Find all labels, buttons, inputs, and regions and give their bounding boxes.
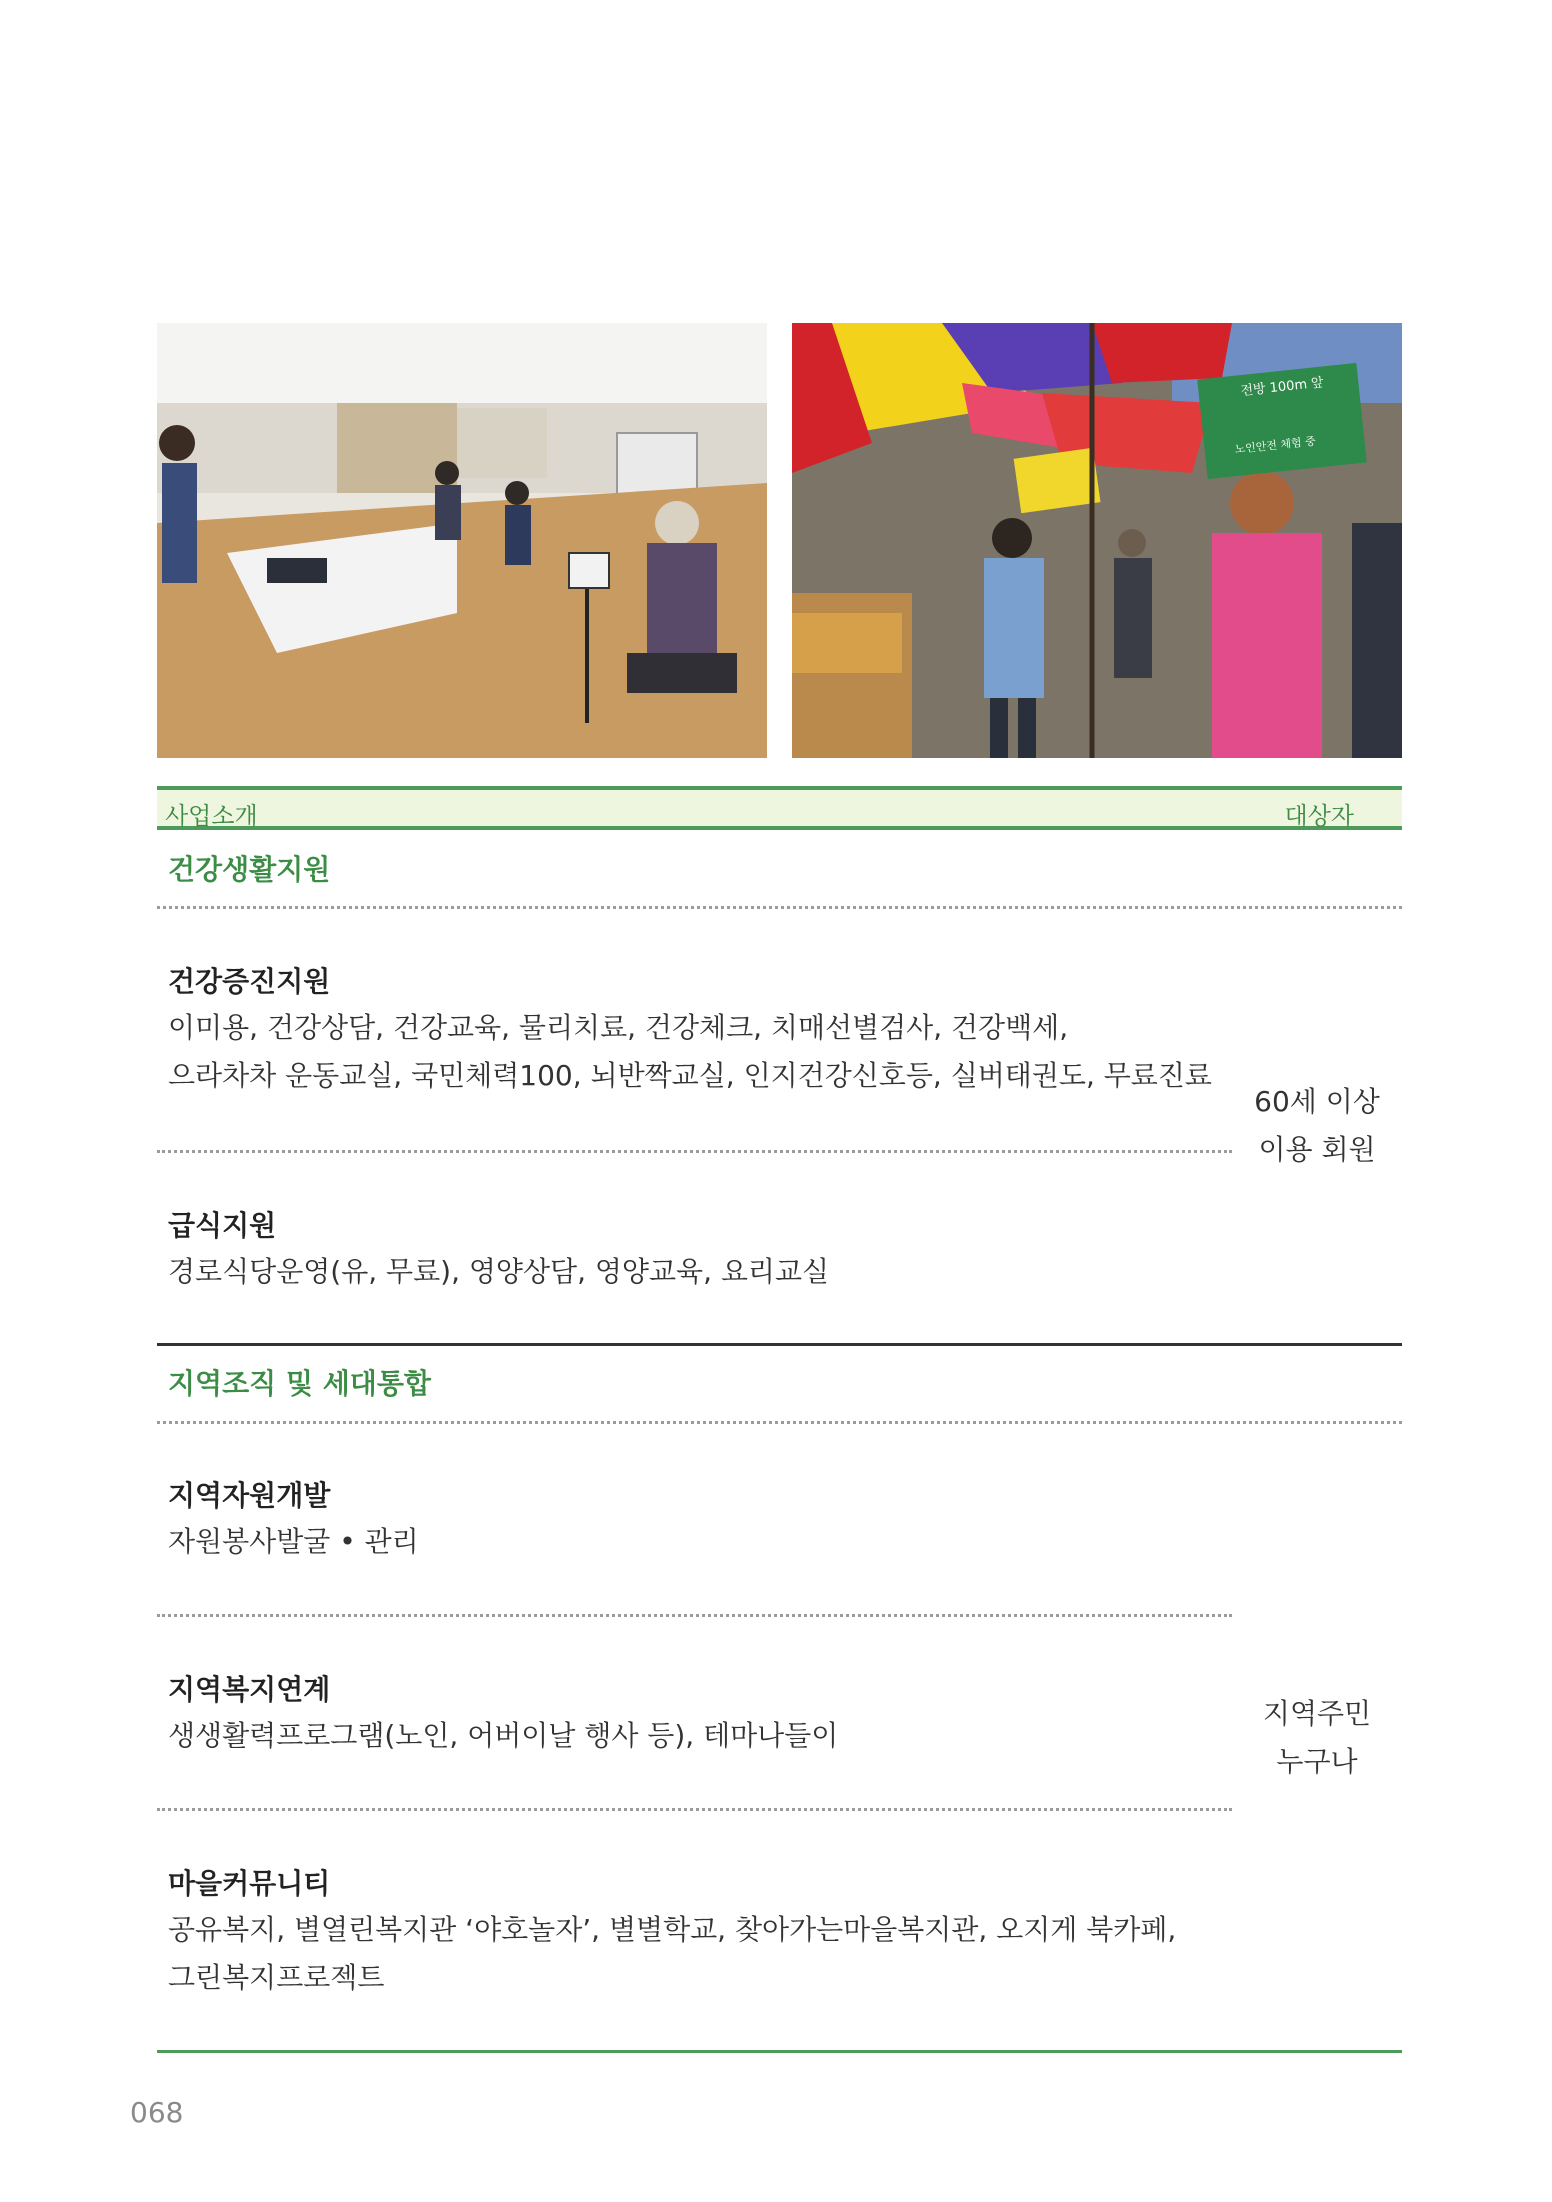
target-community	[1207, 1690, 1427, 1786]
header-target-label: 대상자	[1284, 802, 1354, 830]
target-health	[1207, 1078, 1427, 1174]
page-number: 068	[130, 2096, 184, 2129]
item-title-village-community: 마을커뮤니티	[168, 1867, 331, 1900]
item-desc-village-community-line1: 공유복지, 별열린복지관 ‘야호놀자’, 별별학교, 찾아가는마을복지관, 오지게 북카페,	[168, 1913, 1177, 1946]
item-desc-resource-development: 자원봉사발굴 • 관리	[168, 1525, 419, 1558]
item-desc-village-community-line2: 그린복지프로젝트	[168, 1961, 385, 1994]
table-header	[157, 786, 1402, 830]
photo-market-street	[792, 323, 1402, 758]
dotted-divider	[157, 1614, 1232, 1617]
dotted-divider	[157, 1421, 1402, 1424]
target-health-line2: 이용 회원	[1258, 1133, 1376, 1166]
section-divider	[157, 1343, 1402, 1346]
item-desc-meal-support: 경로식당운영(유, 무료), 영양상담, 영양교육, 요리교실	[168, 1255, 830, 1288]
bottom-rule	[157, 2050, 1402, 2053]
section-title-community: 지역조직 및 세대통합	[168, 1367, 431, 1400]
item-title-meal-support: 급식지원	[168, 1209, 277, 1242]
photo-music-class	[157, 323, 767, 758]
target-health-line1: 60세 이상	[1254, 1085, 1380, 1118]
item-title-health-promotion: 건강증진지원	[168, 965, 331, 998]
dotted-divider	[157, 1808, 1232, 1811]
sign-text-2: 노인안전 체험 중	[1234, 434, 1317, 457]
header-program-label: 사업소개	[165, 802, 258, 830]
item-desc-welfare-link: 생생활력프로그램(노인, 어버이날 행사 등), 테마나들이	[168, 1719, 839, 1752]
sign-text-1: 전방 100m 앞	[1239, 375, 1325, 400]
item-title-welfare-link: 지역복지연계	[168, 1673, 331, 1706]
target-community-line2: 누구나	[1276, 1745, 1358, 1778]
dotted-divider	[157, 1150, 1232, 1153]
item-title-resource-development: 지역자원개발	[168, 1479, 331, 1512]
target-community-line1: 지역주민	[1262, 1697, 1372, 1730]
section-title-health: 건강생활지원	[168, 853, 331, 886]
dotted-divider	[157, 906, 1402, 909]
item-desc-health-promotion-line2: 으라차차 운동교실, 국민체력100, 뇌반짝교실, 인지건강신호등, 실버태권도, 무료진료	[168, 1059, 1212, 1092]
item-desc-health-promotion-line1: 이미용, 건강상담, 건강교육, 물리치료, 건강체크, 치매선별검사, 건강백세,	[168, 1011, 1069, 1044]
